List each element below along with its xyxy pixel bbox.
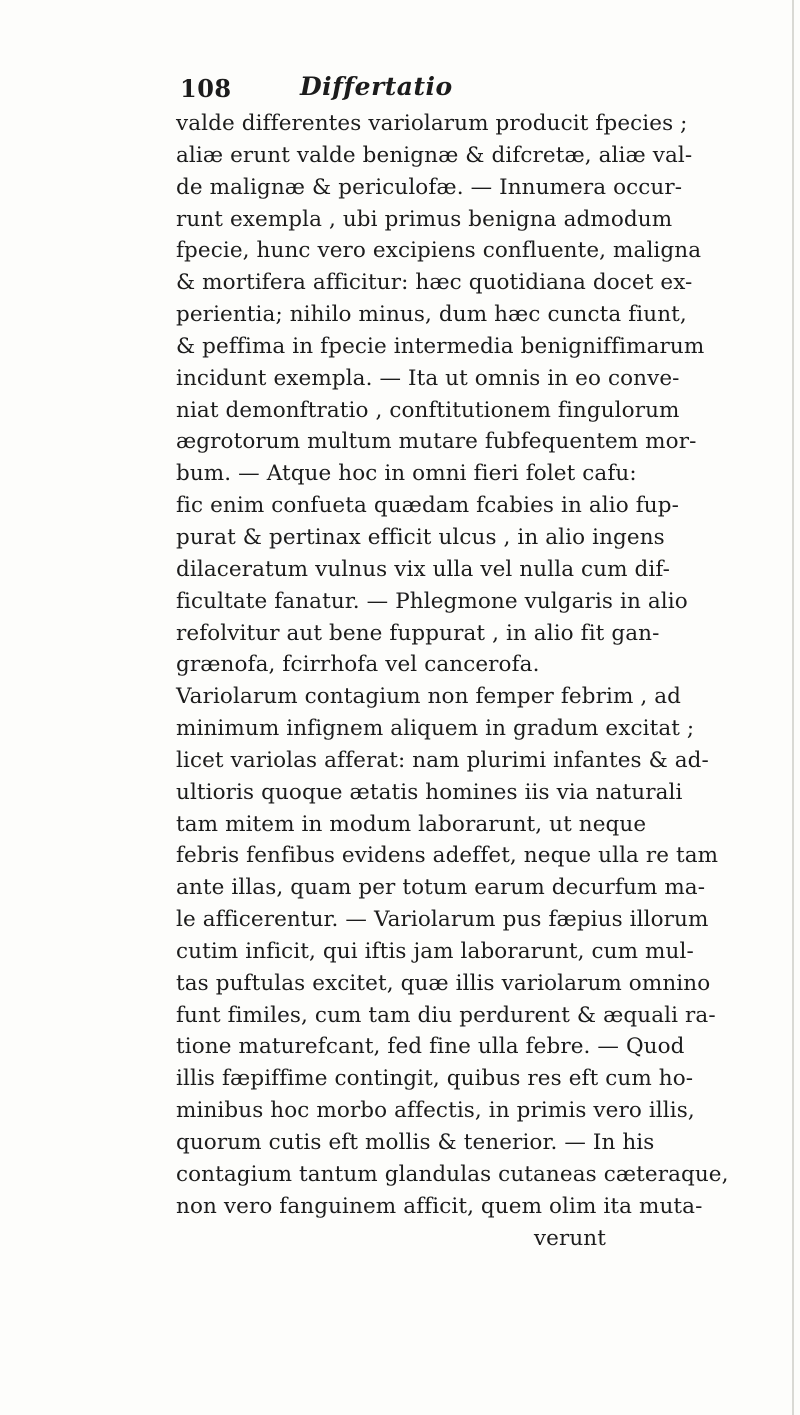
text-line: ægrotorum multum mutare fubfequentem mor-: [176, 429, 697, 455]
text-line: perientia; nihilo minus, dum hæc cuncta fiunt,: [176, 302, 687, 328]
text-line: quorum cutis eft mollis & tenerior. — In his: [176, 1130, 655, 1155]
body-text: [176, 108, 729, 1254]
text-line: febris fenfibus evidens adeffet, neque ulla re tam: [176, 843, 719, 869]
text-line: contagium tantum glandulas cutaneas cæteraque,: [176, 1161, 729, 1187]
text-line: incidunt exempla. — Ita ut omnis in eo conve-: [176, 365, 680, 391]
text-line: verunt: [533, 1225, 606, 1251]
text-line: & mortifera afficitur: hæc quotidiana docet ex-: [176, 270, 693, 296]
page-number: 108: [180, 74, 232, 103]
text-line: minimum infignem aliquem in gradum excitat ;: [176, 716, 695, 742]
text-line: aliæ erunt valde benignæ & difcretæ, aliæ val-: [176, 142, 693, 168]
text-line: purat & pertinax efficit ulcus , in alio ingens: [176, 524, 665, 550]
text-line: fic enim confueta quædam fcabies in alio fup-: [176, 493, 679, 519]
text-line: non vero fanguinem afficit, quem olim ita muta-: [176, 1193, 703, 1219]
text-line: dilaceratum vulnus vix ulla vel nulla cum dif-: [176, 556, 671, 582]
text-line: ficultate fanatur. — Phlegmone vulgaris in alio: [176, 588, 688, 614]
text-line: de malignæ & periculofæ. — Innumera occur-: [176, 174, 683, 200]
text-line: runt exempla , ubi primus benigna admodum: [176, 206, 673, 232]
running-title: Differtatio: [300, 72, 453, 101]
text-line: ultioris quoque ætatis homines iis via naturali: [176, 779, 683, 805]
text-line: bum. — Atque hoc in omni fieri folet cafu:: [176, 461, 637, 487]
text-line: tione maturefcant, fed fine ulla febre. — Quod: [176, 1034, 685, 1060]
text-line: fpecie, hunc vero excipiens confluente, maligna: [176, 238, 702, 264]
text-line: illis fæpiffime contingit, quibus res eft cum ho-: [176, 1066, 694, 1092]
text-line: tam mitem in modum laborarunt, ut neque: [176, 811, 647, 837]
text-line: niat demonftratio , conftitutionem fingulorum: [176, 397, 680, 423]
text-line: ante illas, quam per totum earum decurfum ma-: [176, 875, 706, 901]
text-line: & peffima in fpecie intermedia benigniffimarum: [176, 333, 705, 359]
page-edge: [792, 0, 794, 1415]
text-line: le afficerentur. — Variolarum pus fæpius illorum: [176, 907, 709, 933]
text-line: valde differentes variolarum producit fpecies ;: [176, 111, 688, 136]
text-line: minibus hoc morbo affectis, in primis vero illis,: [176, 1098, 695, 1124]
text-line: cutim inficit, qui iftis jam laborarunt, cum mul-: [176, 938, 694, 964]
text-line: tas puftulas excitet, quæ illis variolarum omnino: [176, 970, 711, 996]
text-line: refolvitur aut bene fuppurat , in alio fit gan-: [176, 620, 660, 646]
text-line: funt fimiles, cum tam diu perdurent & æquali ra-: [176, 1002, 716, 1028]
text-line: Variolarum contagium non femper febrim , ad: [176, 684, 682, 710]
text-line: licet variolas afferat: nam plurimi infantes & ad-: [176, 747, 709, 773]
text-line: grænofa, fcirrhofa vel cancerofa.: [176, 652, 540, 678]
